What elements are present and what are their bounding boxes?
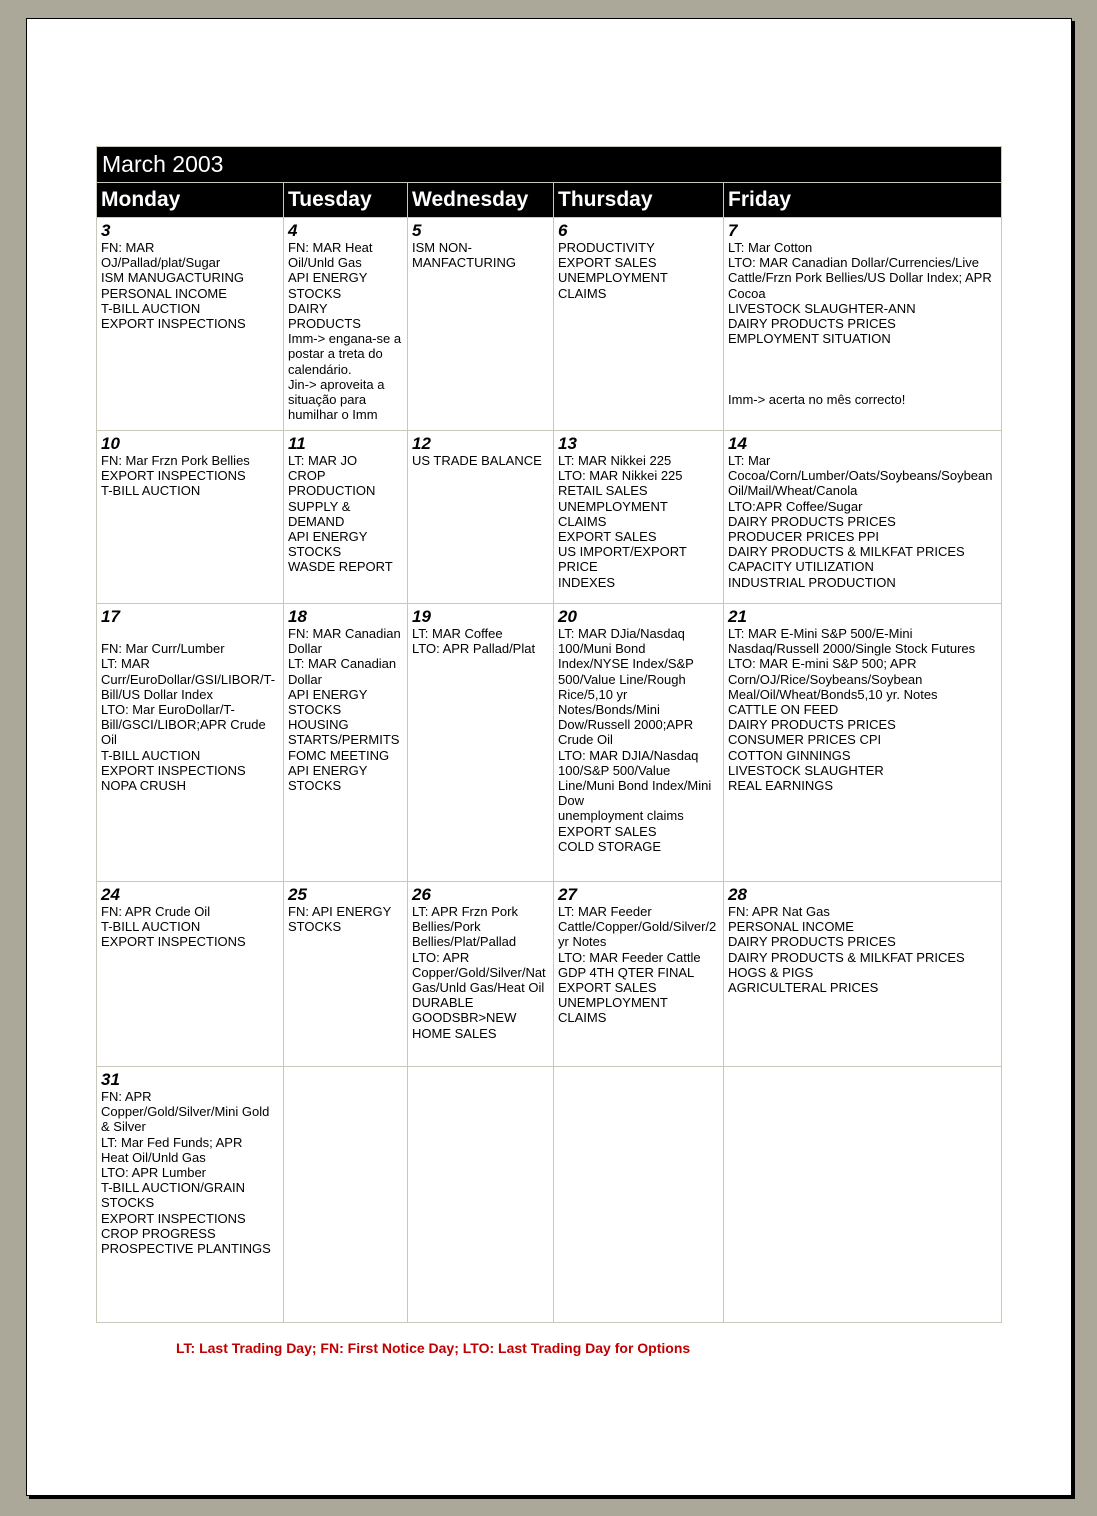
- event-line: 100/Muni Bond: [558, 641, 646, 657]
- event-line: LTO: APR Pallad/Plat: [412, 641, 536, 657]
- event-line: LT: MAR Coffee: [412, 626, 503, 641]
- event-line: FN: Mar Frzn Pork Bellies: [101, 453, 250, 468]
- day-number: 31: [101, 1070, 120, 1089]
- week-row: [97, 431, 1002, 604]
- day-number: 26: [412, 885, 431, 904]
- event-line: LT: MAR Canadian: [288, 656, 397, 672]
- event-line: [728, 362, 997, 377]
- event-line: FN: MAR Canadian: [288, 626, 401, 641]
- event-line: EMPLOYMENT SITUATION: [728, 331, 891, 347]
- document-page: [26, 18, 1072, 1496]
- event-line: CROP: [288, 468, 326, 484]
- event-line: Imm-> acerta no mês correcto!: [728, 392, 906, 408]
- day-number: 19: [412, 607, 431, 626]
- weekday-tuesday: Tuesday: [284, 183, 408, 218]
- event-line: FN: APR Nat Gas: [728, 904, 830, 919]
- event-line: 100/S&P 500/Value: [558, 762, 671, 778]
- event-line: Gas/Unld Gas/Heat Oil: [412, 980, 545, 996]
- event-line: CROP PROGRESS: [101, 1225, 216, 1241]
- event-line: LT: MAR DJia/Nasdaq: [558, 626, 685, 641]
- event-line: DAIRY PRODUCTS & MILKFAT PRICES: [728, 544, 965, 560]
- event-line: FOMC MEETING: [288, 747, 390, 763]
- day-number: 5: [412, 221, 422, 240]
- event-line: STOCKS: [288, 778, 342, 794]
- day-cell: [554, 882, 724, 1067]
- event-line: UNEMPLOYMENT: [558, 498, 668, 514]
- event-line: Dow/Russell 2000;APR: [558, 717, 694, 733]
- day-number: 27: [558, 885, 577, 904]
- event-line: FN: MAR: [101, 240, 155, 255]
- event-line: Imm-> engana-se a: [288, 331, 402, 347]
- day-number: 17: [101, 607, 120, 626]
- event-line: Cattle/Frzn Pork Bellies/US Dollar Index; APR: [728, 270, 992, 286]
- day-number: 13: [558, 434, 577, 453]
- event-line: Bellies/Pork: [412, 919, 481, 935]
- event-line: Notes/Bonds/Mini: [558, 702, 660, 718]
- event-line: DAIRY PRODUCTS PRICES: [728, 717, 896, 733]
- event-line: LTO: APR: [412, 949, 470, 965]
- event-line: FN: APR Crude Oil: [101, 904, 211, 919]
- event-line: FN: MAR Heat: [288, 240, 373, 255]
- event-line: Corn/OJ/Rice/Soybeans/Soybean: [728, 671, 923, 687]
- event-line: PRODUCER PRICES PPI: [728, 529, 879, 545]
- day-number: 3: [101, 221, 111, 240]
- event-line: MANFACTURING: [412, 255, 516, 271]
- event-line: 500/Value Line/Rough: [558, 671, 686, 687]
- event-line: PROSPECTIVE PLANTINGS: [101, 1241, 271, 1257]
- event-line: RETAIL SALES: [558, 483, 648, 499]
- event-line: Bill/US Dollar Index: [101, 686, 213, 702]
- day-cell: [554, 604, 724, 882]
- event-line: LTO: MAR DJIA/Nasdaq: [558, 747, 699, 763]
- event-line: Cattle/Copper/Gold/Silver/2: [558, 919, 717, 935]
- event-line: humilhar o Imm: [288, 407, 378, 423]
- day-cell: [97, 1067, 284, 1323]
- event-line: EXPORT SALES: [558, 823, 657, 839]
- event-line: Rice/5,10 yr: [558, 686, 628, 702]
- calendar-title: March 2003: [97, 147, 1002, 183]
- event-line: [728, 377, 997, 392]
- event-line: LTO: APR Lumber: [101, 1165, 207, 1181]
- event-line: US IMPORT/EXPORT: [558, 544, 687, 560]
- event-line: LT: Mar Fed Funds; APR: [101, 1134, 243, 1150]
- event-line: INDEXES: [558, 574, 616, 590]
- event-line: LTO:APR Coffee/Sugar: [728, 498, 863, 514]
- event-line: T-BILL AUCTION: [101, 919, 201, 935]
- event-line: Crude Oil: [558, 732, 613, 748]
- event-line: DAIRY PRODUCTS PRICES: [728, 513, 896, 529]
- event-line: T-BILL AUCTION: [101, 483, 201, 499]
- day-number: 20: [558, 607, 577, 626]
- day-cell: [724, 882, 1002, 1067]
- event-line: EXPORT INSPECTIONS: [101, 934, 246, 950]
- event-line: Cocoa/Corn/Lumber/Oats/Soybeans/Soybean: [728, 468, 993, 484]
- day-cell: [724, 604, 1002, 882]
- event-line: DEMAND: [288, 513, 345, 529]
- event-line: ISM MANUGACTURING: [101, 270, 244, 286]
- event-line: DAIRY PRODUCTS PRICES: [728, 934, 896, 950]
- day-cell: [554, 1067, 724, 1323]
- day-number: 12: [412, 434, 431, 453]
- event-line: Dollar: [288, 641, 322, 657]
- event-line: STOCKS: [288, 544, 342, 560]
- event-line: Copper/Gold/Silver/Nat: [412, 964, 546, 980]
- day-cell: [97, 882, 284, 1067]
- event-line: T-BILL AUCTION/GRAIN: [101, 1180, 245, 1196]
- day-cell: [284, 882, 408, 1067]
- day-cell: [284, 218, 408, 431]
- event-line: STARTS/PERMITS: [288, 732, 400, 748]
- event-line: Dollar: [288, 671, 322, 687]
- weekday-wednesday: Wednesday: [408, 183, 554, 218]
- event-line: CLAIMS: [558, 1010, 607, 1026]
- day-cell: [284, 431, 408, 604]
- event-line: PRODUCTION: [288, 483, 376, 499]
- event-line: API ENERGY: [288, 270, 368, 286]
- event-line: OJ/Pallad/plat/Sugar: [101, 255, 221, 271]
- event-line: yr Notes: [558, 934, 607, 950]
- weekday-thursday: Thursday: [554, 183, 724, 218]
- event-line: [101, 626, 279, 641]
- day-cell: [554, 218, 724, 431]
- day-number: 28: [728, 885, 747, 904]
- day-cell: [408, 431, 554, 604]
- event-line: Copper/Gold/Silver/Mini Gold: [101, 1104, 270, 1120]
- week-row: [97, 882, 1002, 1067]
- event-line: postar a treta do: [288, 346, 383, 362]
- event-line: situação para: [288, 392, 367, 408]
- event-line: LT: Mar: [728, 453, 771, 468]
- event-line: REAL EARNINGS: [728, 778, 833, 794]
- event-line: DURABLE: [412, 995, 474, 1011]
- event-line: PRODUCTS: [288, 316, 361, 332]
- event-line: Meal/Oil/Wheat/Bonds5,10 yr. Notes: [728, 686, 938, 702]
- event-line: Line/Muni Bond Index/Mini: [558, 778, 712, 794]
- event-line: Cocoa: [728, 285, 766, 301]
- event-line: GOODSBR>NEW: [412, 1010, 517, 1026]
- day-cell: [408, 218, 554, 431]
- event-line: STOCKS: [101, 1195, 155, 1211]
- event-line: Curr/EuroDollar/GSI/LIBOR/T-: [101, 671, 276, 687]
- event-line: EXPORT SALES: [558, 529, 657, 545]
- event-line: CAPACITY UTILIZATION: [728, 559, 874, 575]
- event-line: LT: Mar Cotton: [728, 240, 813, 255]
- event-line: Oil/Unld Gas: [288, 255, 362, 271]
- event-line: Nasdaq/Russell 2000/Single Stock Futures: [728, 641, 976, 657]
- day-number: 21: [728, 607, 747, 626]
- day-number: 25: [288, 885, 307, 904]
- day-cell: [724, 431, 1002, 604]
- event-line: SUPPLY &: [288, 498, 351, 514]
- event-line: FN: APR: [101, 1089, 152, 1104]
- day-number: 10: [101, 434, 120, 453]
- event-line: UNEMPLOYMENT: [558, 995, 668, 1011]
- day-cell: [408, 604, 554, 882]
- event-line: Oil/Mail/Wheat/Canola: [728, 483, 858, 499]
- event-line: LIVESTOCK SLAUGHTER: [728, 762, 884, 778]
- weekday-friday: Friday: [724, 183, 1002, 218]
- event-line: GDP 4TH QTER FINAL: [558, 964, 695, 980]
- event-line: INDUSTRIAL PRODUCTION: [728, 574, 896, 590]
- event-line: CLAIMS: [558, 285, 607, 301]
- event-line: LTO: MAR E-mini S&P 500; APR: [728, 656, 917, 672]
- event-line: Bellies/Plat/Pallad: [412, 934, 517, 950]
- event-line: STOCKS: [288, 919, 342, 935]
- event-line: [728, 346, 997, 361]
- event-line: LTO: MAR Feeder Cattle: [558, 949, 701, 965]
- day-cell: [724, 218, 1002, 431]
- event-line: LTO: Mar EuroDollar/T-: [101, 702, 235, 718]
- event-line: API ENERGY: [288, 686, 368, 702]
- calendar-table: [96, 146, 1002, 1323]
- event-line: FN: API ENERGY: [288, 904, 392, 919]
- day-cell: [284, 1067, 408, 1323]
- day-cell: [284, 604, 408, 882]
- event-line: LT: MAR Feeder: [558, 904, 652, 919]
- day-number: 18: [288, 607, 307, 626]
- event-line: LT: MAR JO: [288, 453, 358, 468]
- event-line: HOGS & PIGS: [728, 964, 814, 980]
- event-line: LT: MAR Nikkei 225: [558, 453, 672, 468]
- event-line: PRICE: [558, 559, 598, 575]
- day-cell: [97, 431, 284, 604]
- event-line: LTO: MAR Nikkei 225: [558, 468, 683, 484]
- event-line: LTO: MAR Canadian Dollar/Currencies/Live: [728, 255, 979, 271]
- day-number: 24: [101, 885, 120, 904]
- day-number: 14: [728, 434, 747, 453]
- event-line: DAIRY: [288, 300, 328, 316]
- day-cell: [408, 1067, 554, 1323]
- event-line: CONSUMER PRICES CPI: [728, 732, 882, 748]
- weekday-header-row: [97, 183, 1002, 218]
- event-line: COLD STORAGE: [558, 838, 662, 854]
- event-line: PERSONAL INCOME: [101, 285, 227, 301]
- day-cell: [408, 882, 554, 1067]
- event-line: DAIRY PRODUCTS PRICES: [728, 316, 896, 332]
- day-cell: [724, 1067, 1002, 1323]
- calendar-body: [97, 218, 1002, 1323]
- event-line: PRODUCTIVITY: [558, 240, 655, 255]
- event-line: calendário.: [288, 361, 352, 377]
- day-cell: [97, 604, 284, 882]
- event-line: COTTON GINNINGS: [728, 747, 851, 763]
- event-line: unemployment claims: [558, 808, 684, 824]
- week-row: [97, 1067, 1002, 1323]
- event-line: API ENERGY: [288, 762, 368, 778]
- event-line: ISM NON-: [412, 240, 472, 255]
- event-line: Index/NYSE Index/S&P: [558, 656, 694, 672]
- event-line: HOUSING: [288, 717, 349, 733]
- weekday-monday: Monday: [97, 183, 284, 218]
- event-line: FN: Mar Curr/Lumber: [101, 641, 225, 657]
- event-line: PERSONAL INCOME: [728, 919, 854, 935]
- event-line: HOME SALES: [412, 1025, 497, 1041]
- week-row: [97, 604, 1002, 882]
- event-line: STOCKS: [288, 702, 342, 718]
- event-line: EXPORT INSPECTIONS: [101, 316, 246, 332]
- event-line: LIVESTOCK SLAUGHTER-ANN: [728, 300, 916, 316]
- event-line: NOPA CRUSH: [101, 778, 186, 794]
- day-number: 11: [288, 434, 306, 453]
- event-line: US TRADE BALANCE: [412, 453, 542, 468]
- event-line: CATTLE ON FEED: [728, 702, 839, 718]
- day-number: 6: [558, 221, 568, 240]
- week-row: [97, 218, 1002, 431]
- event-line: EXPORT INSPECTIONS: [101, 468, 246, 484]
- event-line: AGRICULTERAL PRICES: [728, 980, 879, 996]
- event-line: T-BILL AUCTION: [101, 300, 201, 316]
- event-line: UNEMPLOYMENT: [558, 270, 668, 286]
- event-line: DAIRY PRODUCTS & MILKFAT PRICES: [728, 949, 965, 965]
- event-line: & Silver: [101, 1119, 146, 1135]
- event-line: LT: MAR: [101, 656, 150, 672]
- legend-note: LT: Last Trading Day; FN: First Notice Day; LTO: Last Trading Day for Options: [176, 1340, 691, 1356]
- day-cell: [97, 218, 284, 431]
- event-line: EXPORT INSPECTIONS: [101, 1210, 246, 1226]
- event-line: LT: MAR E-Mini S&P 500/E-Mini: [728, 626, 913, 641]
- event-line: STOCKS: [288, 285, 342, 301]
- event-line: WASDE REPORT: [288, 559, 393, 575]
- day-number: 4: [288, 221, 298, 240]
- event-line: T-BILL AUCTION: [101, 747, 201, 763]
- day-number: 7: [728, 221, 738, 240]
- event-line: Bill/GSCI/LIBOR;APR Crude: [101, 717, 266, 733]
- event-line: LT: APR Frzn Pork: [412, 904, 518, 919]
- event-line: EXPORT SALES: [558, 980, 657, 996]
- event-line: EXPORT INSPECTIONS: [101, 762, 246, 778]
- event-line: API ENERGY: [288, 529, 368, 545]
- event-line: EXPORT SALES: [558, 255, 657, 271]
- event-line: Oil: [101, 732, 117, 748]
- event-line: Jin-> aproveita a: [288, 376, 385, 392]
- event-line: Dow: [558, 793, 585, 809]
- event-line: CLAIMS: [558, 513, 607, 529]
- event-line: Heat Oil/Unld Gas: [101, 1149, 206, 1165]
- day-cell: [554, 431, 724, 604]
